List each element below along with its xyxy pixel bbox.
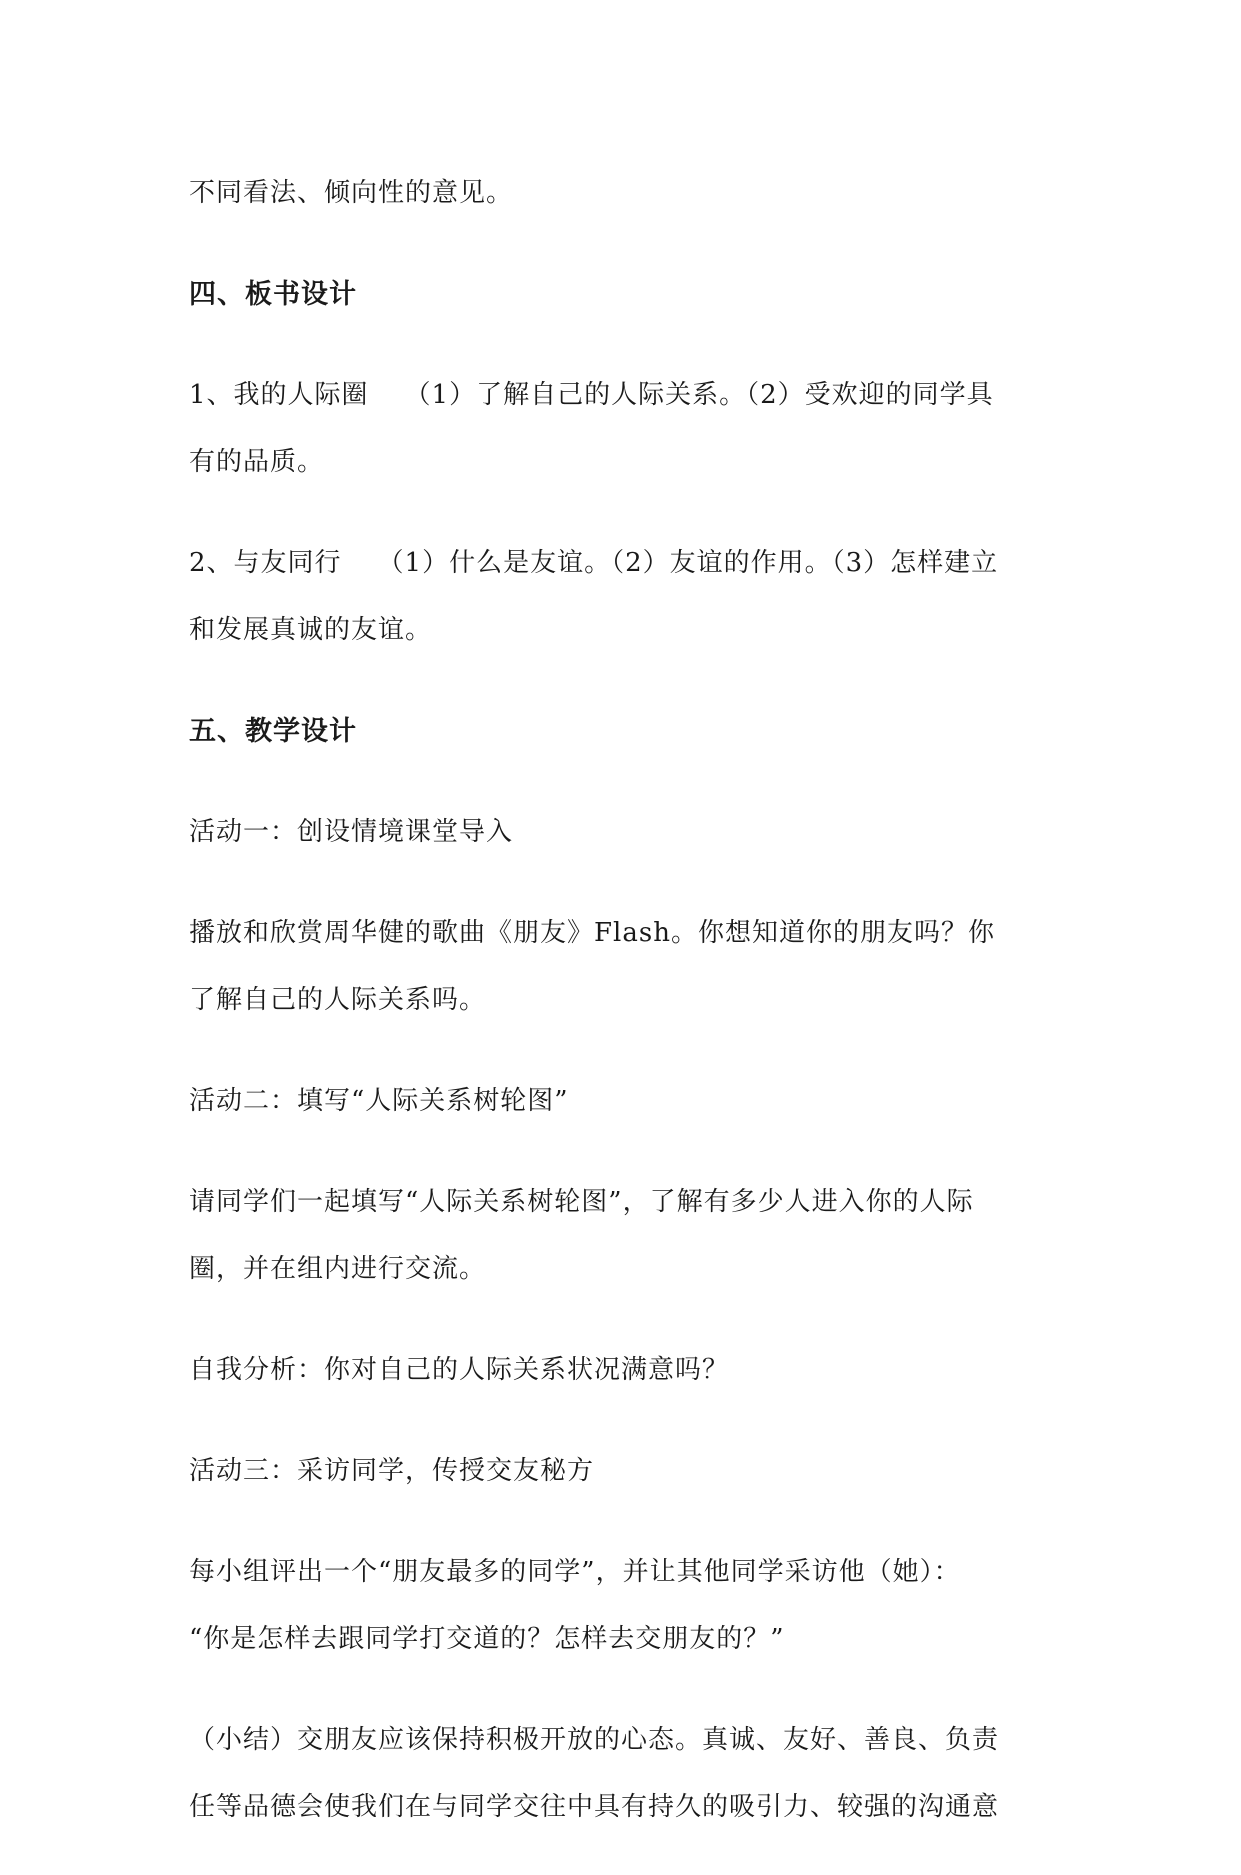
text-line: “你是怎样去跟同学打交道的？怎样去交朋友的？” [189, 1624, 785, 1654]
document-body [189, 160, 1069, 1875]
text-line: 每小组评出一个“朋友最多的同学”，并让其他同学采访他（她）： [189, 1557, 961, 1587]
text-line: 活动二：填写“人际关系树轮图” [189, 1086, 569, 1116]
text-line: 不同看法、倾向性的意见。 [189, 178, 514, 208]
text-line: 播放和欣赏周华健的歌曲《朋友》Flash。你想知道你的朋友吗？你 [189, 918, 995, 948]
board-item-title: 2、与友同行 [189, 548, 342, 578]
board-item-title: 1、我的人际圈 [189, 380, 369, 410]
board-item-2 [189, 530, 1069, 664]
text-line: 有的品质。 [189, 447, 325, 477]
activity-3-title [189, 1438, 1069, 1505]
text-line [189, 362, 1069, 429]
text-line [189, 530, 1069, 597]
activity-1-title [189, 799, 1069, 866]
text-line: 和发展真诚的友谊。 [189, 615, 433, 645]
activity-3-description [189, 1539, 1069, 1673]
text-line: 请同学们一起填写“人际关系树轮图”，了解有多少人进入你的人际 [189, 1187, 974, 1217]
board-item-points: （1）什么是友谊。（2）友谊的作用。（3）怎样建立 [377, 548, 999, 578]
text-line: 了解自己的人际关系吗。 [189, 985, 487, 1015]
text-line: 活动一：创设情境课堂导入 [189, 817, 514, 847]
activity-2-description [189, 1169, 1069, 1303]
self-analysis [189, 1337, 1069, 1404]
board-item-points: （1）了解自己的人际关系。（2）受欢迎的同学具 [404, 380, 994, 410]
section-heading-board-design: 四、板书设计 [189, 279, 357, 310]
paragraph-continuation [189, 160, 1069, 227]
text-line: 自我分析：你对自己的人际关系状况满意吗？ [189, 1355, 730, 1385]
activity-1-description [189, 900, 1069, 1034]
board-item-1 [189, 362, 1069, 496]
section-heading-teaching-design: 五、教学设计 [189, 716, 357, 747]
text-line: （小结）交朋友应该保持积极开放的心态。真诚、友好、善良、负责 [189, 1725, 1000, 1755]
text-line: 任等品德会使我们在与同学交往中具有持久的吸引力、较强的沟通意 [189, 1792, 1000, 1822]
text-line: 活动三：采访同学，传授交友秘方 [189, 1456, 595, 1486]
summary-paragraph [189, 1707, 1069, 1841]
activity-2-title [189, 1068, 1069, 1135]
text-line: 圈，并在组内进行交流。 [189, 1254, 487, 1284]
